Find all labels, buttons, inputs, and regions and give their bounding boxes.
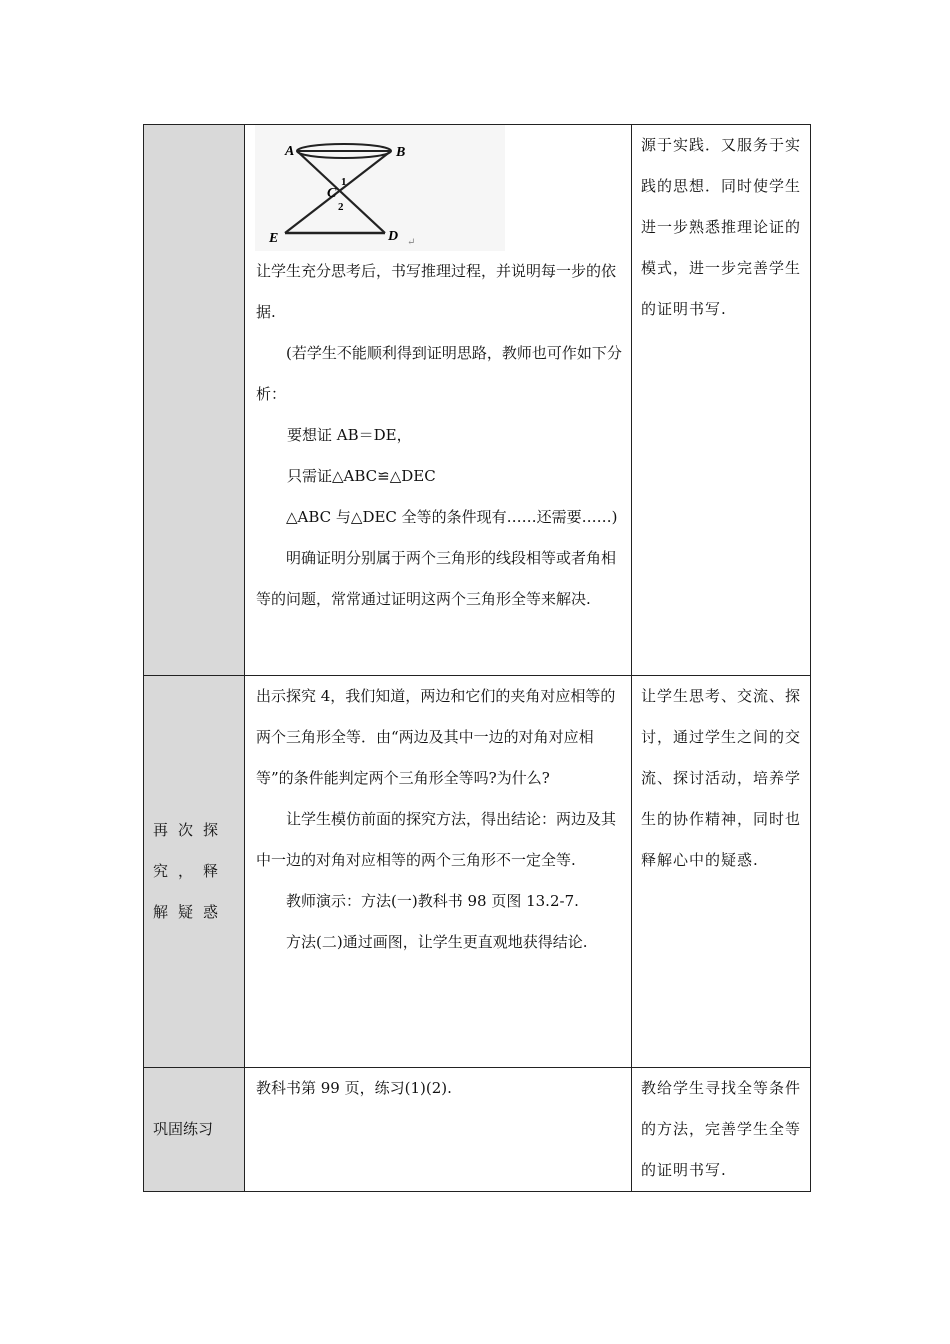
stage-cell-empty	[144, 125, 245, 676]
design-intent-text: 源于实践．又服务于实践的思想．同时使学生进一步熟悉推理论证的模式，进一步完善学生的证明书写.	[641, 136, 802, 318]
table-row	[144, 676, 811, 1068]
analysis-line-3: △ABC 与△DEC 全等的条件现有……还需要……)	[286, 508, 618, 526]
stage-label: 巩固练习	[153, 1120, 214, 1138]
content-cell	[245, 1068, 632, 1192]
angle-label-2: 2	[338, 201, 344, 213]
note-cell	[632, 1068, 811, 1192]
stage-cell	[144, 676, 245, 1068]
label-e: E	[269, 231, 279, 246]
return-mark-icon: ↵	[407, 237, 416, 248]
label-c: C	[327, 186, 337, 201]
analysis-paragraph: (若学生不能顺利得到证明思路，教师也可作如下分析：	[256, 344, 622, 403]
note-cell	[632, 125, 811, 676]
label-a: A	[285, 144, 295, 159]
note-cell	[632, 676, 811, 1068]
method-two-paragraph: 方法(二)通过画图，让学生更直观地获得结论.	[286, 933, 588, 951]
content-cell	[245, 125, 632, 676]
stage-label: 再次探究，释解疑惑	[153, 821, 229, 921]
instruction-paragraph: 让学生充分思考后，书写推理过程，并说明每一步的依据.	[256, 262, 617, 321]
method-one-paragraph: 教师演示：方法(一)教科书 98 页图 13.2-7.	[286, 892, 579, 910]
table-row	[144, 125, 811, 676]
geometry-figure	[255, 125, 505, 251]
design-intent-text: 让学生思考、交流、探讨，通过学生之间的交流、探讨活动，培养学生的协作精神，同时也释解心中的疑惑.	[641, 687, 802, 869]
analysis-line-1: 要想证 AB＝DE，	[287, 426, 412, 444]
label-b: B	[396, 145, 406, 160]
content-cell	[245, 676, 632, 1068]
conclusion-paragraph: 明确证明分别属于两个三角形的线段相等或者角相等的问题，常常通过证明这两个三角形全等来解决.	[256, 549, 617, 608]
lesson-plan-table	[143, 124, 811, 1192]
exercise-paragraph: 教科书第 99 页，练习(1)(2).	[256, 1079, 452, 1097]
stage-cell	[144, 1068, 245, 1192]
design-intent-text: 教给学生寻找全等条件的方法，完善学生全等的证明书写.	[641, 1079, 802, 1179]
explore-paragraph: 出示探究 4，我们知道，两边和它们的夹角对应相等的两个三角形全等．由“两边及其中一边的对角对应相等”的条件能判定两个三角形全等吗?为什么?	[256, 687, 616, 787]
analysis-line-2: 只需证△ABC≌△DEC	[287, 467, 436, 485]
label-d: D	[388, 229, 399, 244]
angle-label-1: 1	[341, 176, 347, 188]
table-row	[144, 1068, 811, 1192]
conclusion-paragraph: 让学生模仿前面的探究方法，得出结论：两边及其中一边的对角对应相等的两个三角形不一定全等.	[256, 810, 617, 869]
hourglass-triangles-diagram	[255, 125, 505, 251]
